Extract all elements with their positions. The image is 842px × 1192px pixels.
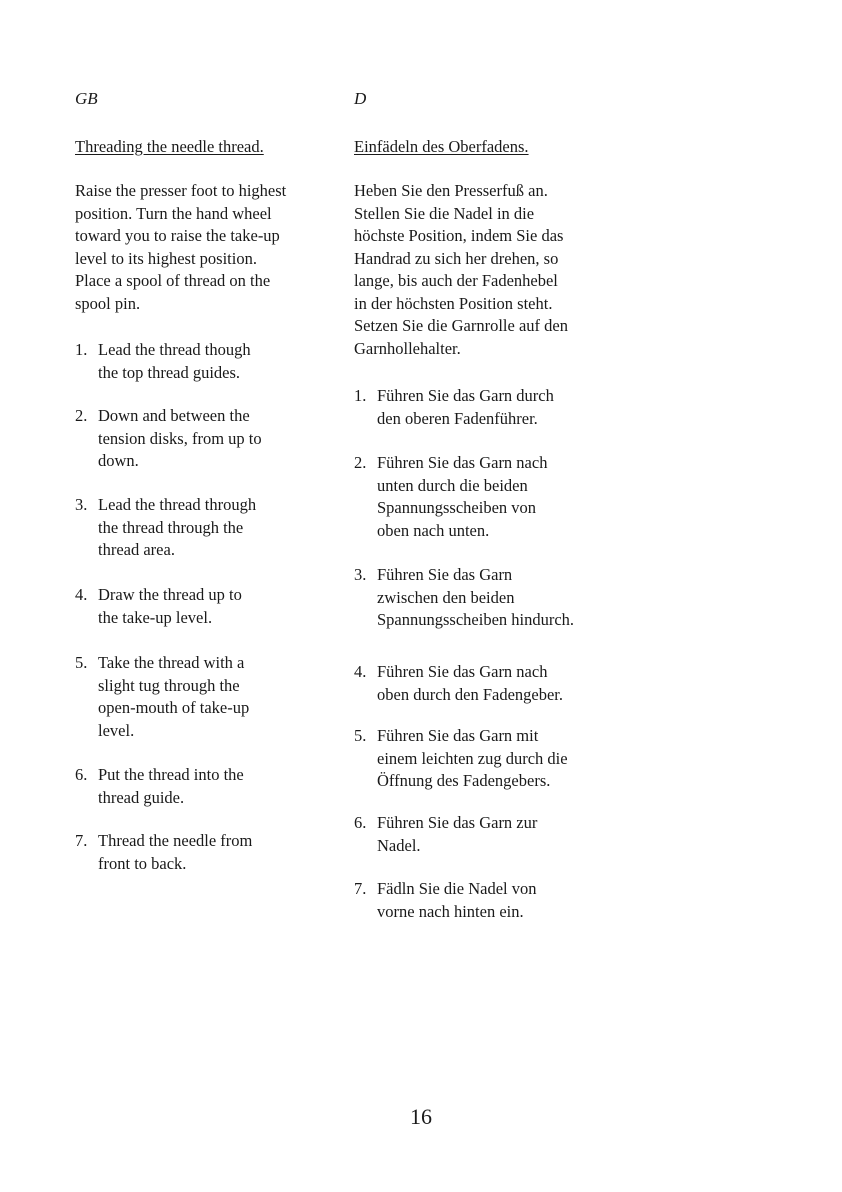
step-text: Führen Sie das Garn nach unten durch die beiden Spannungsscheiben von oben nach unten. bbox=[377, 453, 548, 540]
step-number: 6. bbox=[75, 765, 88, 784]
section-title-d: Einfädeln des Oberfadens. bbox=[354, 137, 529, 156]
page-number: 16 bbox=[410, 1104, 432, 1129]
step-number: 6. bbox=[354, 813, 367, 832]
step-text: Führen Sie das Garn zur Nadel. bbox=[377, 813, 538, 855]
step-text: Put the thread into the thread guide. bbox=[98, 765, 244, 807]
step-number: 3. bbox=[354, 565, 367, 584]
intro-paragraph-d: Heben Sie den Presserfuß an. Stellen Sie die Nadel in die höchste Position, indem Sie das Handrad zu sich her drehen, so lange, bis auch der Fadenhebel in der höchsten Position steht. Setzen Sie die Garnrolle auf den Garnhollehalter. bbox=[354, 181, 568, 358]
step-text: Down and between the tension disks, from up to down. bbox=[98, 406, 262, 470]
step-number: 4. bbox=[354, 662, 367, 681]
step-number: 7. bbox=[75, 831, 88, 850]
step-text: Führen Sie das Garn nach oben durch den Fadengeber. bbox=[377, 662, 564, 704]
step-text: Führen Sie das Garn zwischen den beiden Spannungsscheiben hindurch. bbox=[377, 565, 575, 629]
step-text: Lead the thread through the thread through the thread area. bbox=[98, 495, 257, 559]
step-text: Führen Sie das Garn mit einem leichten zug durch die Öffnung des Fadengebers. bbox=[377, 726, 568, 790]
step-number: 2. bbox=[75, 406, 88, 425]
language-label-d: D bbox=[354, 89, 367, 108]
step-number: 7. bbox=[354, 879, 367, 898]
step-text: Draw the thread up to the take-up level. bbox=[98, 585, 242, 627]
language-label-gb: GB bbox=[75, 89, 98, 108]
section-title-gb: Threading the needle thread. bbox=[75, 137, 264, 156]
step-number: 5. bbox=[354, 726, 367, 745]
step-text: Take the thread with a slight tug through the open-mouth of take-up level. bbox=[98, 653, 250, 740]
step-number: 5. bbox=[75, 653, 88, 672]
step-text: Lead the thread though the top thread guides. bbox=[98, 340, 251, 382]
intro-paragraph-gb: Raise the presser foot to highest position. Turn the hand wheel toward you to raise the take-up level to its highest position. Place a spool of thread on the spool pin. bbox=[75, 181, 287, 313]
step-text: Führen Sie das Garn durch den oberen Fadenführer. bbox=[377, 386, 554, 428]
step-number: 2. bbox=[354, 453, 367, 472]
step-number: 3. bbox=[75, 495, 88, 514]
step-number: 1. bbox=[354, 386, 367, 405]
step-text: Thread the needle from front to back. bbox=[98, 831, 253, 873]
step-number: 1. bbox=[75, 340, 88, 359]
step-number: 4. bbox=[75, 585, 88, 604]
step-text: Fädln Sie die Nadel von vorne nach hinten ein. bbox=[377, 879, 537, 921]
